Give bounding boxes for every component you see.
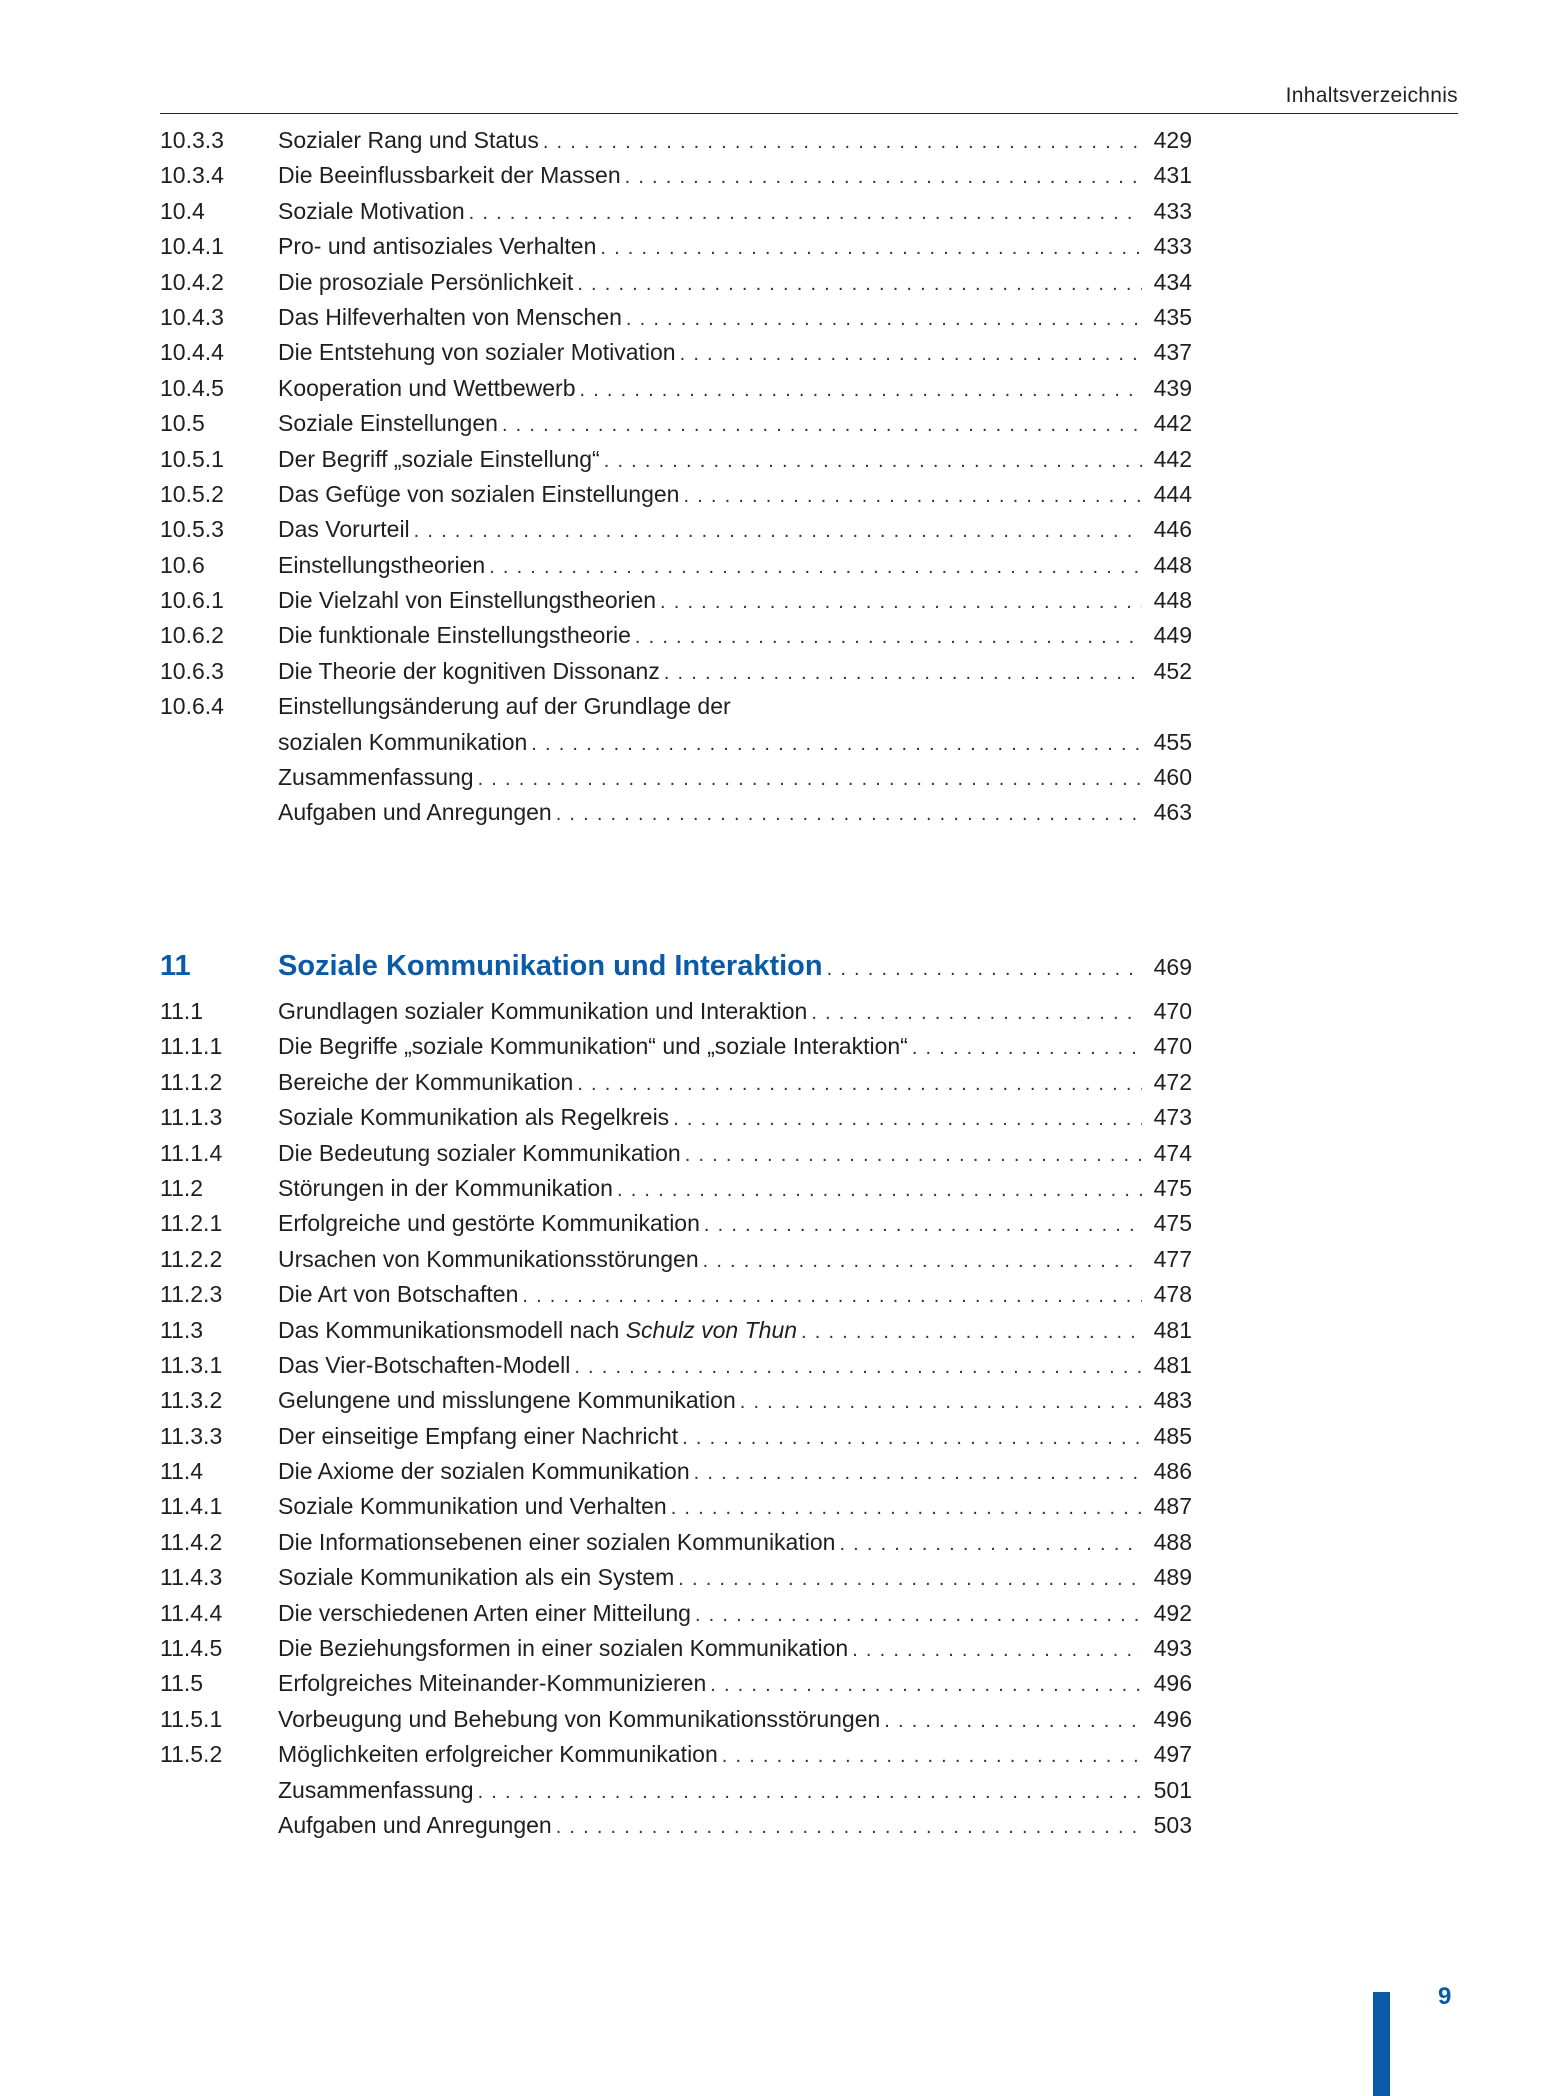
entry-number: 11.5 <box>160 1670 204 1697</box>
dot-leader <box>617 1173 1142 1208</box>
entry-number: 10.6 <box>160 551 205 578</box>
toc-entry[interactable] <box>160 1702 1192 1737</box>
entry-title <box>278 618 631 653</box>
entry-number: 11.2.3 <box>160 1281 223 1308</box>
entry-title-text: Die prosoziale Persönlichkeit <box>278 268 574 295</box>
entry-title <box>278 1277 518 1312</box>
toc-entry[interactable] <box>160 1596 1192 1631</box>
toc-entry[interactable] <box>160 548 1192 583</box>
dot-leader <box>912 1031 1142 1066</box>
page-number: 9 <box>1438 1983 1452 2010</box>
entry-title-text: Gelungene und misslungene Kommunikation <box>278 1387 736 1414</box>
entry-title-text: Möglichkeiten erfolgreicher Kommunikation <box>278 1741 718 1768</box>
entry-title-text: Zusammenfassung <box>278 1776 474 1803</box>
entry-title-text: Soziale Motivation <box>278 197 465 224</box>
toc-entry[interactable] <box>160 1525 1192 1560</box>
entry-title-text: Die Vielzahl von Einstellungstheorien <box>278 587 657 614</box>
entry-title <box>278 1596 691 1631</box>
entry-title-text: Vorbeugung und Behebung von Kommunikationsstörungen <box>278 1705 881 1732</box>
page-marker-bar <box>1373 1992 1390 2096</box>
entry-number: 10.6.4 <box>160 693 224 720</box>
dot-leader <box>625 160 1142 195</box>
entry-title <box>278 335 676 370</box>
entry-page-number: 477 <box>1153 1245 1192 1272</box>
dot-leader <box>664 656 1142 691</box>
chapter-page-number: 469 <box>1153 954 1192 980</box>
toc-entry[interactable] <box>160 1419 1192 1454</box>
dot-leader <box>414 514 1142 549</box>
entry-number: 11.1.4 <box>160 1139 223 1166</box>
toc-entry[interactable] <box>160 1631 1192 1666</box>
toc-entry[interactable] <box>160 1560 1192 1595</box>
entry-number: 10.5.1 <box>160 445 224 472</box>
entry-title-text: Der Begriff „soziale Einstellung“ <box>278 445 600 472</box>
entry-title <box>278 1773 474 1808</box>
entry-title-text: Die Begriffe „soziale Kommunikation“ und „soziale Interaktion“ <box>278 1033 908 1060</box>
entry-title-text: Soziale Kommunikation als ein System <box>278 1564 675 1591</box>
entry-title <box>278 994 807 1029</box>
entry-title <box>278 477 679 512</box>
entry-page-number: 446 <box>1153 516 1192 543</box>
entry-page-number: 473 <box>1153 1104 1192 1131</box>
entry-number: 10.5.3 <box>160 516 224 543</box>
entry-page-number: 485 <box>1153 1422 1192 1449</box>
entry-title <box>278 300 622 335</box>
dot-leader <box>722 1739 1142 1774</box>
dot-leader <box>678 1562 1142 1597</box>
dot-leader <box>635 620 1142 655</box>
entry-title-text: Einstellungsänderung auf der Grundlage der <box>278 693 731 720</box>
toc-entry[interactable] <box>160 1808 1192 1843</box>
dot-leader <box>710 1668 1142 1703</box>
entry-title-text: Aufgaben und Anregungen <box>278 1811 552 1838</box>
entry-number: 11.4.5 <box>160 1635 223 1662</box>
entry-title-text: Soziale Kommunikation als Regelkreis <box>278 1104 670 1131</box>
toc-entry[interactable] <box>160 1277 1192 1312</box>
toc-entry[interactable] <box>160 1065 1192 1100</box>
toc-entry[interactable] <box>160 760 1192 795</box>
entry-title-text: Die Theorie der kognitiven Dissonanz <box>278 657 660 684</box>
dot-leader <box>502 408 1142 443</box>
entry-title-text: Das Kommunikationsmodell nach <box>278 1316 626 1343</box>
entry-title <box>278 795 552 830</box>
entry-page-number: 492 <box>1153 1599 1192 1626</box>
entry-page-number: 481 <box>1153 1316 1192 1343</box>
toc-entry[interactable] <box>160 1383 1192 1418</box>
entry-page-number: 449 <box>1153 622 1192 649</box>
entry-number: 11.5.2 <box>160 1741 223 1768</box>
toc-section-10 <box>160 123 1192 831</box>
entry-number: 11.2 <box>160 1174 204 1201</box>
dot-leader <box>685 1138 1142 1173</box>
entry-title-text: Soziale Einstellungen <box>278 410 498 437</box>
entry-title <box>278 1348 570 1383</box>
entry-page-number: 496 <box>1153 1670 1192 1697</box>
entry-number: 11.4.4 <box>160 1599 223 1626</box>
entry-number: 11.1 <box>160 998 204 1024</box>
entry-page-number: 475 <box>1153 1210 1192 1237</box>
entry-number: 11.4 <box>160 1458 204 1485</box>
entry-number: 11.4.1 <box>160 1493 223 1520</box>
entry-number: 10.4.2 <box>160 268 224 295</box>
entry-title <box>278 760 474 795</box>
entry-title <box>278 1100 669 1135</box>
toc-entry[interactable] <box>160 406 1192 441</box>
dot-leader <box>600 231 1142 266</box>
entry-title <box>278 1065 573 1100</box>
entry-page-number: 496 <box>1153 1705 1192 1732</box>
entry-number: 10.6.2 <box>160 622 224 649</box>
entry-number: 11.3 <box>160 1316 204 1343</box>
toc-entry[interactable] <box>160 442 1192 477</box>
entry-number: 11.4.3 <box>160 1564 223 1591</box>
toc-entry[interactable] <box>160 689 1192 724</box>
entry-page-number: 452 <box>1153 657 1192 684</box>
toc-entry[interactable] <box>160 994 1192 1029</box>
dot-leader <box>489 550 1142 585</box>
entry-title-text: Sozialer Rang und Status <box>278 127 539 153</box>
entry-title <box>278 1206 700 1241</box>
entry-number: 10.4 <box>160 197 205 224</box>
entry-title-text: Soziale Kommunikation und Verhalten <box>278 1493 667 1520</box>
toc-entry[interactable] <box>160 158 1192 193</box>
entry-page-number: 488 <box>1153 1528 1192 1555</box>
chapter-number: 11 <box>160 950 191 982</box>
entry-page-number: 429 <box>1153 127 1192 153</box>
dot-leader <box>673 1102 1142 1137</box>
entry-title <box>278 689 731 724</box>
dot-leader <box>556 797 1142 832</box>
entry-title <box>278 1419 678 1454</box>
entry-page-number: 470 <box>1153 998 1192 1024</box>
entry-title <box>278 1666 706 1701</box>
entry-page-number: 474 <box>1153 1139 1192 1166</box>
entry-title-text: Das Vorurteil <box>278 516 410 543</box>
entry-page-number: 493 <box>1153 1635 1192 1662</box>
entry-page-number: 435 <box>1153 303 1192 330</box>
entry-page-number: 478 <box>1153 1281 1192 1308</box>
dot-leader <box>839 1527 1142 1562</box>
toc-section-11 <box>160 994 1192 1843</box>
entry-number: 11.5.1 <box>160 1705 223 1732</box>
entry-number: 11.4.2 <box>160 1528 223 1555</box>
dot-leader <box>469 196 1142 231</box>
dot-leader <box>884 1704 1142 1739</box>
entry-title-text: Die Bedeutung sozialer Kommunikation <box>278 1139 681 1166</box>
dot-leader <box>660 585 1142 620</box>
dot-leader <box>580 373 1143 408</box>
entry-title-text: Die Art von Botschaften <box>278 1281 519 1308</box>
dot-leader <box>811 996 1142 1031</box>
entry-number: 10.5 <box>160 410 205 437</box>
toc-entry[interactable] <box>160 123 1192 158</box>
chapter-title: Soziale Kommunikation und Interaktion <box>278 950 823 982</box>
toc-entry[interactable] <box>160 265 1192 300</box>
entry-title <box>278 406 498 441</box>
entry-title-text: Die Beeinflussbarkeit der Massen <box>278 162 621 189</box>
entry-page-number: 431 <box>1153 162 1192 189</box>
entry-page-number: 434 <box>1153 268 1192 295</box>
entry-title <box>278 1313 797 1348</box>
toc-chapter-11 <box>160 941 1192 1843</box>
toc-entry[interactable] <box>160 1773 1192 1808</box>
dot-leader <box>577 267 1142 302</box>
entry-title <box>278 1171 613 1206</box>
entry-title-text: Das Hilfeverhalten von Menschen <box>278 303 622 330</box>
chapter-heading[interactable] <box>160 941 1192 991</box>
entry-title-text: Die funktionale Einstellungstheorie <box>278 622 631 649</box>
entry-page-number: 437 <box>1153 339 1192 366</box>
entry-title <box>278 1525 835 1560</box>
entry-page-number: 455 <box>1153 728 1192 755</box>
toc-entry[interactable] <box>160 1489 1192 1524</box>
entry-title <box>278 1489 667 1524</box>
entry-page-number: 433 <box>1153 233 1192 260</box>
toc-entry[interactable] <box>160 1313 1192 1348</box>
toc-entry[interactable] <box>160 1029 1192 1064</box>
entry-number: 11.1.3 <box>160 1104 223 1131</box>
entry-number: 11.2.1 <box>160 1210 223 1237</box>
dot-leader <box>531 727 1142 762</box>
dot-leader <box>680 337 1142 372</box>
entry-number: 11.2.2 <box>160 1245 223 1272</box>
dot-leader <box>478 1775 1142 1810</box>
entry-title <box>278 512 410 547</box>
entry-page-number: 481 <box>1153 1351 1192 1378</box>
dot-leader <box>556 1810 1142 1845</box>
entry-page-number: 442 <box>1153 445 1192 472</box>
toc-entry[interactable] <box>160 1454 1192 1489</box>
entry-number: 10.3.4 <box>160 162 224 189</box>
entry-title <box>278 548 485 583</box>
entry-number: 10.6.1 <box>160 587 224 614</box>
entry-page-number: 463 <box>1153 799 1192 826</box>
entry-number: 11.3.3 <box>160 1422 223 1449</box>
toc-entry[interactable] <box>160 477 1192 512</box>
entry-title <box>278 229 596 264</box>
dot-leader <box>704 1208 1142 1243</box>
dot-leader <box>626 302 1142 337</box>
entry-title-text: Aufgaben und Anregungen <box>278 799 552 826</box>
toc-entry[interactable] <box>160 1666 1192 1701</box>
entry-number: 11.1.1 <box>160 1033 223 1060</box>
toc-entry[interactable] <box>160 229 1192 264</box>
entry-title <box>278 1631 848 1666</box>
entry-number: 11.3.1 <box>160 1351 223 1378</box>
entry-title <box>278 654 660 689</box>
entry-title-text: Die Axiome der sozialen Kommunikation <box>278 1458 690 1485</box>
entry-page-number: 442 <box>1153 410 1192 437</box>
entry-page-number: 439 <box>1153 374 1192 401</box>
toc-entry[interactable] <box>160 300 1192 335</box>
entry-page-number: 444 <box>1153 480 1192 507</box>
entry-title-text: Grundlagen sozialer Kommunikation und Interaktion <box>278 998 808 1024</box>
toc-entry[interactable] <box>160 1100 1192 1135</box>
dot-leader <box>671 1491 1142 1526</box>
dot-leader <box>801 1315 1142 1350</box>
toc-entry[interactable] <box>160 1242 1192 1277</box>
toc-entry[interactable] <box>160 1206 1192 1241</box>
entry-title <box>278 1702 880 1737</box>
toc-entry[interactable] <box>160 1737 1192 1772</box>
toc-entry[interactable] <box>160 371 1192 406</box>
entry-title-text: Das Gefüge von sozialen Einstellungen <box>278 480 680 507</box>
entry-title-text: Erfolgreiches Miteinander-Kommunizieren <box>278 1670 707 1697</box>
toc-entry[interactable] <box>160 725 1192 760</box>
entry-title <box>278 583 656 618</box>
entry-page-number: 460 <box>1153 764 1192 791</box>
dot-leader <box>740 1385 1142 1420</box>
entry-title-text: Die Beziehungsformen in einer sozialen Kommunikation <box>278 1635 849 1662</box>
entry-number: 10.3.3 <box>160 127 224 153</box>
entry-title <box>278 371 576 406</box>
running-head: Inhaltsverzeichnis <box>1285 84 1458 107</box>
entry-title <box>278 194 465 229</box>
entry-title <box>278 442 600 477</box>
entry-page-number: 472 <box>1153 1068 1192 1095</box>
entry-number: 10.4.4 <box>160 339 224 366</box>
entry-number: 10.4.3 <box>160 303 224 330</box>
entry-page-number: 486 <box>1153 1458 1192 1485</box>
entry-title-text: Ursachen von Kommunikationsstörungen <box>278 1245 699 1272</box>
dot-leader <box>695 1598 1142 1633</box>
entry-title <box>278 1560 674 1595</box>
entry-number: 10.4.1 <box>160 233 224 260</box>
entry-title-text: Die verschiedenen Arten einer Mitteilung <box>278 1599 691 1626</box>
toc-entry[interactable] <box>160 618 1192 653</box>
entry-title-italic: Schulz von Thun <box>625 1316 798 1343</box>
toc-entry[interactable] <box>160 335 1192 370</box>
entry-title <box>278 1029 908 1064</box>
toc-entry[interactable] <box>160 583 1192 618</box>
entry-page-number: 501 <box>1153 1776 1192 1803</box>
entry-title <box>278 1136 681 1171</box>
dot-leader <box>543 125 1142 160</box>
entry-title <box>278 1737 718 1772</box>
entry-page-number: 503 <box>1153 1811 1192 1838</box>
entry-title-text: sozialen Kommunikation <box>278 728 528 755</box>
entry-number: 10.4.5 <box>160 374 224 401</box>
entry-page-number: 470 <box>1153 1033 1192 1060</box>
entry-title <box>278 1454 690 1489</box>
dot-leader <box>522 1279 1142 1314</box>
dot-leader <box>577 1067 1142 1102</box>
dot-leader <box>703 1244 1142 1279</box>
toc-entry[interactable] <box>160 512 1192 547</box>
dot-leader <box>852 1633 1142 1668</box>
entry-page-number: 497 <box>1153 1741 1192 1768</box>
entry-number: 10.6.3 <box>160 657 224 684</box>
entry-title <box>278 725 527 760</box>
entry-page-number: 483 <box>1153 1387 1192 1414</box>
entry-title <box>278 265 573 300</box>
toc-entry[interactable] <box>160 1171 1192 1206</box>
dot-leader <box>694 1456 1142 1491</box>
entry-title-text: Einstellungstheorien <box>278 551 486 578</box>
entry-title <box>278 123 539 158</box>
header-rule <box>160 113 1458 114</box>
entry-number: 11.1.2 <box>160 1068 223 1095</box>
entry-page-number: 448 <box>1153 587 1192 614</box>
entry-title-text: Bereiche der Kommunikation <box>278 1068 574 1095</box>
entry-title-text: Der einseitige Empfang einer Nachricht <box>278 1422 679 1449</box>
toc-entry[interactable] <box>160 654 1192 689</box>
dot-leader <box>683 479 1142 514</box>
entry-number: 11.3.2 <box>160 1387 223 1414</box>
toc-entry[interactable] <box>160 194 1192 229</box>
entry-title <box>278 1808 552 1843</box>
toc-entry[interactable] <box>160 1136 1192 1171</box>
entry-title <box>278 1383 736 1418</box>
entry-page-number: 433 <box>1153 197 1192 224</box>
toc-entry[interactable] <box>160 795 1192 830</box>
dot-leader <box>478 762 1142 797</box>
entry-page-number: 475 <box>1153 1174 1192 1201</box>
entry-title <box>278 1242 699 1277</box>
entry-title-text: Störungen in der Kommunikation <box>278 1174 613 1201</box>
entry-title-text: Pro- und antisoziales Verhalten <box>278 233 597 260</box>
entry-title <box>278 158 621 193</box>
entry-page-number: 489 <box>1153 1564 1192 1591</box>
entry-number: 10.5.2 <box>160 480 224 507</box>
dot-leader <box>682 1421 1142 1456</box>
entry-title-text: Die Informationsebenen einer sozialen Kommunikation <box>278 1528 836 1555</box>
entry-title-text: Kooperation und Wettbewerb <box>278 374 576 401</box>
dot-leader <box>574 1350 1142 1385</box>
dot-leader <box>604 444 1142 479</box>
entry-title-text: Die Entstehung von sozialer Motivation <box>278 339 676 366</box>
entry-title-text: Erfolgreiche und gestörte Kommunikation <box>278 1210 700 1237</box>
entry-page-number: 448 <box>1153 551 1192 578</box>
entry-title-text: Zusammenfassung <box>278 764 474 791</box>
dot-leader <box>827 944 1142 994</box>
toc-entry[interactable] <box>160 1348 1192 1383</box>
entry-title-text: Das Vier-Botschaften-Modell <box>278 1351 571 1378</box>
entry-page-number: 487 <box>1153 1493 1192 1520</box>
